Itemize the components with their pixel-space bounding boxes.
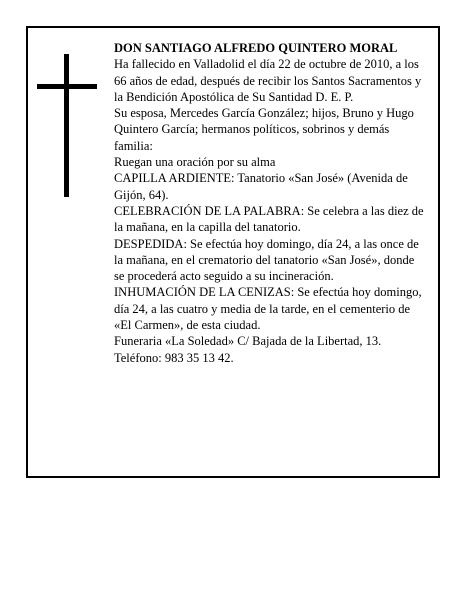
farewell-info: DESPEDIDA: Se efectúa hoy domingo, día 24, a las once de la mañana, en el crematorio del tanatorio «San José», donde se procederá acto seguido a su incineración. — [114, 236, 419, 284]
funeral-home-info: Funeraria «La Soledad» C/ Bajada de la Libertad, 13. Teléfono: 983 35 13 42. — [114, 334, 382, 365]
obituary-text — [114, 40, 426, 366]
cross-icon — [64, 54, 69, 197]
celebration-info: CELEBRACIÓN DE LA PALABRA: Se celebra a las diez de la mañana, en la capilla del tanatorio. — [114, 203, 424, 235]
burial-info: INHUMACIÓN DE LA CENIZAS: Se efectúa hoy domingo, día 24, a las cuatro y media de la tarde, en el cementerio de «El Carmen», de esta ciudad. — [114, 285, 422, 333]
cross-icon-bar — [37, 84, 97, 89]
prayer-request: Ruegan una oración por su alma — [114, 155, 276, 170]
deceased-name: DON SANTIAGO ALFREDO QUINTERO MORAL — [114, 41, 398, 55]
chapel-info: CAPILLA ARDIENTE: Tanatorio «San José» (Avenida de Gijón, 64). — [114, 171, 408, 202]
family-list: Su esposa, Mercedes García González; hijos, Bruno y Hugo Quintero García; hermanos políticos, sobrinos y demás familia: — [114, 106, 414, 153]
death-announcement: Ha fallecido en Valladolid el día 22 de octubre de 2010, a los 66 años de edad, después de recibir los Santos Sacramentos y la Bendición Apostólica de Su Santidad D. E. P. — [114, 57, 422, 104]
